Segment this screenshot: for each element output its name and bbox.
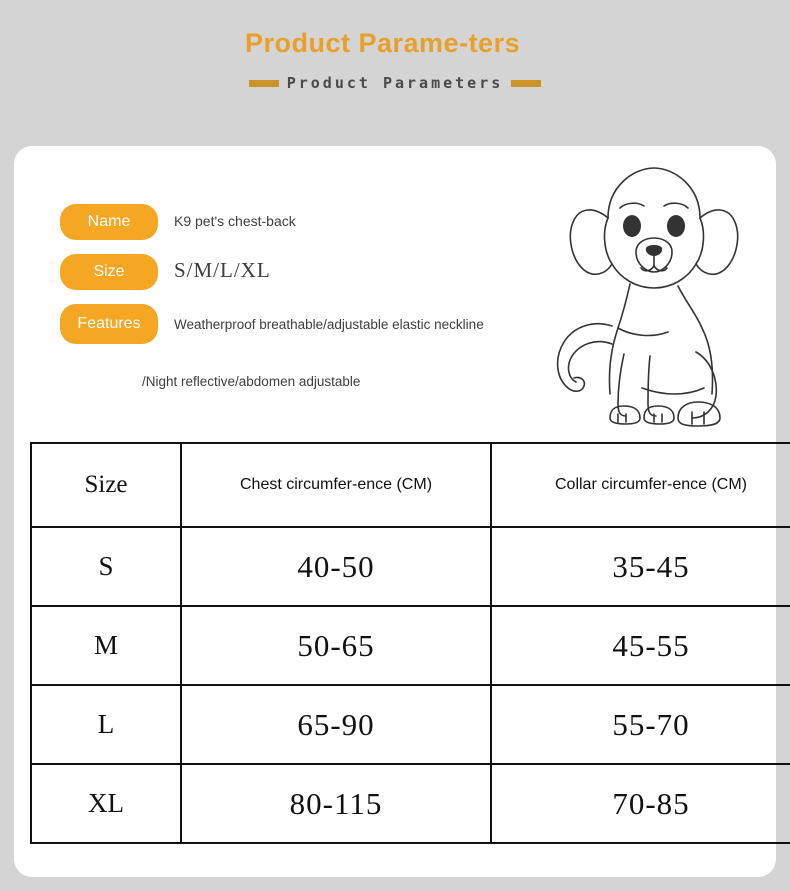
spec-label-name: Name <box>60 204 158 240</box>
page-header <box>0 0 790 92</box>
table-row <box>31 764 790 843</box>
spec-value-size: S/M/L/XL <box>174 258 271 282</box>
cell-chest-s: 40-50 <box>181 527 491 606</box>
cell-collar-xl: 70-85 <box>491 764 790 843</box>
table-row <box>31 527 790 606</box>
spec-label-features: Features <box>60 304 158 344</box>
table-header-size: Size <box>31 443 181 527</box>
cell-chest-xl: 80-115 <box>181 764 491 843</box>
right-bar-decoration <box>511 80 541 87</box>
cell-chest-m: 50-65 <box>181 606 491 685</box>
spec-value-features: Weatherproof breathable/adjustable elastic neckline <box>174 317 484 332</box>
spec-row-features <box>60 304 620 344</box>
table-row <box>31 685 790 764</box>
spec-row-size <box>60 254 620 290</box>
cell-collar-m: 45-55 <box>491 606 790 685</box>
spec-value-features-line2: /Night reflective/abdomen adjustable <box>142 374 361 389</box>
spec-list <box>60 204 620 358</box>
page-title: Product Parame-ters <box>245 28 521 58</box>
cell-collar-s: 35-45 <box>491 527 790 606</box>
cell-size-xl: XL <box>31 764 181 843</box>
page-subtitle: Product Parameters <box>286 74 504 92</box>
table-row <box>31 606 790 685</box>
spec-row-name <box>60 204 620 240</box>
left-bar-decoration <box>249 80 279 87</box>
cell-chest-l: 65-90 <box>181 685 491 764</box>
spec-label-size: Size <box>60 254 158 290</box>
cell-collar-l: 55-70 <box>491 685 790 764</box>
cell-size-s: S <box>31 527 181 606</box>
table-header-row <box>31 443 790 527</box>
cell-size-l: L <box>31 685 181 764</box>
page-subtitle-row <box>0 74 790 92</box>
size-table <box>30 442 790 844</box>
spec-card <box>14 146 776 877</box>
cell-size-m: M <box>31 606 181 685</box>
table-header-collar: Collar circumfer-ence (CM) <box>491 443 790 527</box>
table-header-chest: Chest circumfer-ence (CM) <box>181 443 491 527</box>
spec-value-name: K9 pet's chest-back <box>174 213 296 229</box>
